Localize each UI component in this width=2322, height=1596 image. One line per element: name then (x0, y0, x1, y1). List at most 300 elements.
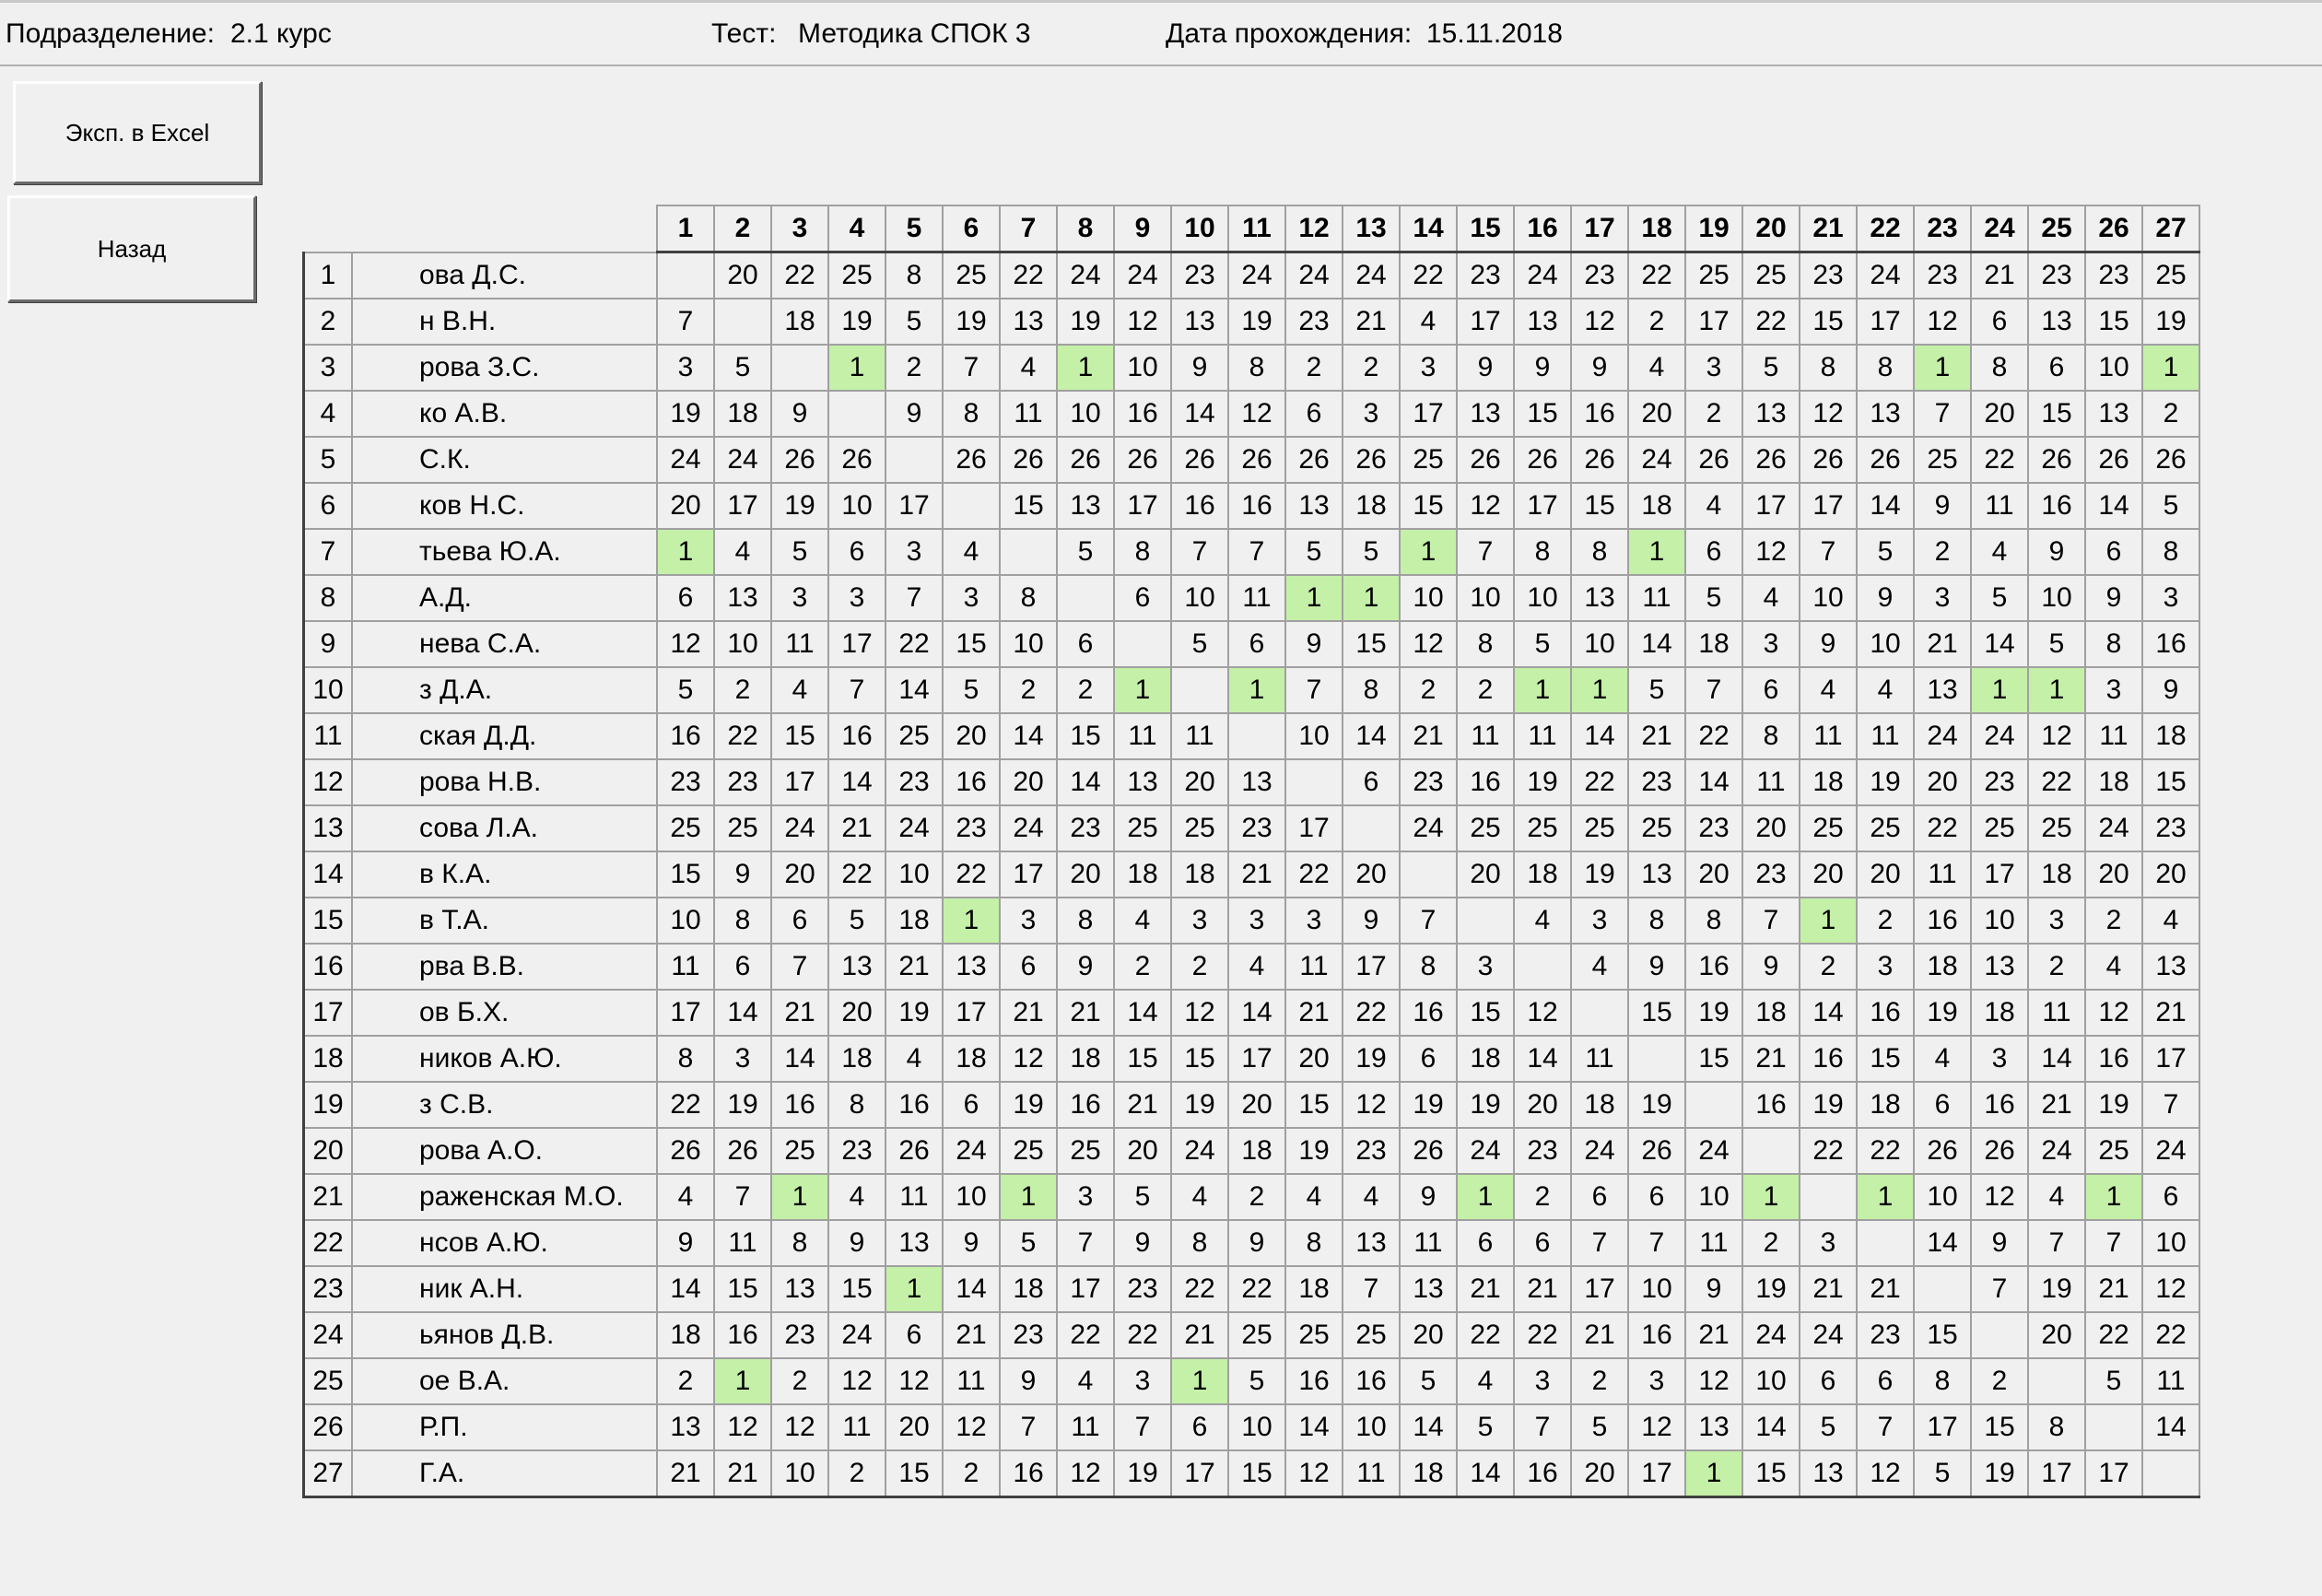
matrix-cell[interactable]: 9 (1285, 621, 1343, 667)
matrix-cell[interactable]: 5 (1971, 575, 2028, 621)
matrix-cell[interactable] (1800, 1174, 1857, 1220)
matrix-cell[interactable]: 25 (1914, 437, 1971, 483)
matrix-cell[interactable]: 24 (1800, 1312, 1857, 1358)
matrix-cell[interactable]: 22 (714, 713, 771, 759)
matrix-cell[interactable]: 23 (1971, 759, 2028, 805)
matrix-cell[interactable]: 12 (1000, 1036, 1057, 1082)
matrix-cell[interactable]: 4 (1285, 1174, 1343, 1220)
matrix-cell[interactable]: 7 (1971, 1266, 2028, 1312)
matrix-cell[interactable]: 1 (657, 529, 714, 575)
matrix-cell[interactable]: 5 (885, 299, 943, 345)
matrix-cell[interactable]: 9 (2028, 529, 2085, 575)
matrix-cell[interactable]: 12 (1457, 483, 1514, 529)
matrix-cell[interactable]: 24 (943, 1128, 1000, 1174)
matrix-cell[interactable]: 24 (1742, 1312, 1800, 1358)
matrix-cell[interactable]: 4 (1685, 483, 1742, 529)
matrix-cell[interactable]: 7 (2085, 1220, 2142, 1266)
matrix-cell[interactable]: 12 (2028, 713, 2085, 759)
matrix-cell[interactable]: 6 (1914, 1082, 1971, 1128)
matrix-cell[interactable]: 9 (2085, 575, 2142, 621)
matrix-cell[interactable]: 15 (828, 1266, 885, 1312)
matrix-cell[interactable]: 14 (1057, 759, 1114, 805)
matrix-cell[interactable]: 5 (1914, 1450, 1971, 1497)
matrix-cell[interactable]: 2 (1343, 345, 1400, 391)
matrix-cell[interactable]: 16 (1343, 1358, 1400, 1404)
matrix-cell[interactable]: 22 (1171, 1266, 1228, 1312)
matrix-cell[interactable]: 24 (2028, 1128, 2085, 1174)
matrix-cell[interactable]: 24 (1057, 252, 1114, 299)
matrix-cell[interactable]: 6 (1228, 621, 1285, 667)
matrix-cell[interactable]: 26 (943, 437, 1000, 483)
matrix-cell[interactable] (2028, 1358, 2085, 1404)
matrix-cell[interactable]: 7 (1457, 529, 1514, 575)
matrix-cell[interactable]: 26 (1628, 1128, 1685, 1174)
matrix-cell[interactable]: 15 (714, 1266, 771, 1312)
matrix-cell[interactable]: 18 (1057, 1036, 1114, 1082)
matrix-cell[interactable]: 20 (1857, 851, 1914, 898)
matrix-cell[interactable]: 3 (1457, 944, 1514, 990)
column-header[interactable]: 17 (1571, 205, 1628, 252)
matrix-cell[interactable]: 9 (1457, 345, 1514, 391)
matrix-cell[interactable]: 8 (2085, 621, 2142, 667)
matrix-cell[interactable]: 14 (1457, 1450, 1514, 1497)
matrix-cell[interactable]: 9 (1400, 1174, 1457, 1220)
matrix-cell[interactable]: 16 (2142, 621, 2199, 667)
matrix-cell[interactable]: 16 (1514, 1450, 1571, 1497)
matrix-cell[interactable]: 21 (1171, 1312, 1228, 1358)
matrix-cell[interactable]: 24 (1514, 252, 1571, 299)
matrix-cell[interactable]: 22 (1057, 1312, 1114, 1358)
matrix-cell[interactable]: 25 (1685, 252, 1742, 299)
matrix-cell[interactable]: 24 (1857, 252, 1914, 299)
matrix-cell[interactable]: 9 (1857, 575, 1914, 621)
matrix-cell[interactable]: 21 (1971, 252, 2028, 299)
matrix-cell[interactable]: 20 (885, 1404, 943, 1450)
matrix-cell[interactable]: 3 (2085, 667, 2142, 713)
column-header[interactable]: 1 (657, 205, 714, 252)
matrix-cell[interactable]: 21 (2085, 1266, 2142, 1312)
matrix-cell[interactable]: 16 (1571, 391, 1628, 437)
table-row[interactable] (304, 990, 2200, 1036)
matrix-cell[interactable]: 6 (1571, 1174, 1628, 1220)
matrix-cell[interactable]: 22 (1914, 805, 1971, 851)
matrix-cell[interactable]: 10 (1114, 345, 1171, 391)
matrix-cell[interactable]: 2 (828, 1450, 885, 1497)
matrix-cell[interactable]: 13 (1685, 1404, 1742, 1450)
matrix-cell[interactable]: 19 (943, 299, 1000, 345)
matrix-cell[interactable]: 15 (2028, 391, 2085, 437)
matrix-cell[interactable]: 13 (2142, 944, 2199, 990)
matrix-cell[interactable]: 8 (1057, 898, 1114, 944)
matrix-cell[interactable]: 12 (1857, 1450, 1914, 1497)
matrix-cell[interactable]: 11 (2085, 713, 2142, 759)
matrix-cell[interactable]: 14 (1000, 713, 1057, 759)
matrix-cell[interactable] (1628, 1036, 1685, 1082)
matrix-cell[interactable]: 23 (1400, 759, 1457, 805)
matrix-cell[interactable]: 2 (1400, 667, 1457, 713)
column-header[interactable]: 27 (2142, 205, 2199, 252)
matrix-cell[interactable]: 5 (1685, 575, 1742, 621)
matrix-cell[interactable]: 15 (1457, 990, 1514, 1036)
matrix-cell[interactable]: 19 (1971, 1450, 2028, 1497)
matrix-cell[interactable]: 20 (1343, 851, 1400, 898)
matrix-cell[interactable]: 2 (1171, 944, 1228, 990)
matrix-cell[interactable]: 23 (2142, 805, 2199, 851)
matrix-cell[interactable]: 12 (1171, 990, 1228, 1036)
matrix-cell[interactable]: 2 (1285, 345, 1343, 391)
matrix-cell[interactable]: 23 (2085, 252, 2142, 299)
matrix-cell[interactable]: 4 (2085, 944, 2142, 990)
matrix-cell[interactable]: 6 (1514, 1220, 1571, 1266)
matrix-cell[interactable] (1914, 1266, 1971, 1312)
matrix-cell[interactable]: 23 (885, 759, 943, 805)
matrix-cell[interactable]: 21 (1742, 1036, 1800, 1082)
matrix-cell[interactable]: 23 (1114, 1266, 1171, 1312)
matrix-cell[interactable]: 9 (1114, 1220, 1171, 1266)
matrix-cell[interactable]: 10 (2028, 575, 2085, 621)
matrix-cell[interactable]: 19 (1685, 990, 1742, 1036)
matrix-cell[interactable]: 11 (1057, 1404, 1114, 1450)
matrix-cell[interactable]: 13 (943, 944, 1000, 990)
matrix-cell[interactable]: 4 (1628, 345, 1685, 391)
matrix-cell[interactable]: 22 (2142, 1312, 2199, 1358)
matrix-cell[interactable]: 25 (2028, 805, 2085, 851)
matrix-cell[interactable]: 17 (1571, 1266, 1628, 1312)
matrix-cell[interactable]: 1 (714, 1358, 771, 1404)
matrix-cell[interactable]: 17 (1057, 1266, 1114, 1312)
matrix-cell[interactable]: 1 (1228, 667, 1285, 713)
matrix-cell[interactable]: 18 (2142, 713, 2199, 759)
matrix-cell[interactable]: 12 (1114, 299, 1171, 345)
matrix-cell[interactable]: 19 (714, 1082, 771, 1128)
matrix-cell[interactable]: 10 (1571, 621, 1628, 667)
matrix-cell[interactable]: 25 (1343, 1312, 1400, 1358)
matrix-cell[interactable]: 11 (714, 1220, 771, 1266)
matrix-cell[interactable]: 19 (1742, 1266, 1800, 1312)
matrix-cell[interactable]: 1 (1457, 1174, 1514, 1220)
table-row[interactable] (304, 1450, 2200, 1497)
matrix-cell[interactable]: 14 (1914, 1220, 1971, 1266)
matrix-cell[interactable]: 11 (885, 1174, 943, 1220)
table-row[interactable] (304, 483, 2200, 529)
matrix-cell[interactable]: 17 (885, 483, 943, 529)
matrix-cell[interactable]: 25 (1057, 1128, 1114, 1174)
matrix-cell[interactable]: 5 (1114, 1174, 1171, 1220)
matrix-cell[interactable]: 5 (2028, 621, 2085, 667)
matrix-cell[interactable]: 16 (1228, 483, 1285, 529)
matrix-cell[interactable]: 14 (1343, 713, 1400, 759)
matrix-cell[interactable]: 12 (1285, 1450, 1343, 1497)
matrix-cell[interactable]: 3 (1057, 1174, 1114, 1220)
matrix-cell[interactable]: 14 (1857, 483, 1914, 529)
matrix-cell[interactable]: 25 (1171, 805, 1228, 851)
matrix-cell[interactable]: 11 (1171, 713, 1228, 759)
matrix-cell[interactable]: 24 (1114, 252, 1171, 299)
matrix-cell[interactable]: 4 (943, 529, 1000, 575)
matrix-cell[interactable]: 5 (828, 898, 885, 944)
matrix-cell[interactable]: 21 (1343, 299, 1400, 345)
matrix-cell[interactable]: 26 (1400, 1128, 1457, 1174)
matrix-cell[interactable]: 24 (1628, 437, 1685, 483)
matrix-cell[interactable]: 24 (714, 437, 771, 483)
matrix-cell[interactable]: 9 (1514, 345, 1571, 391)
matrix-cell[interactable]: 26 (2085, 437, 2142, 483)
matrix-cell[interactable]: 4 (1571, 944, 1628, 990)
matrix-cell[interactable]: 6 (1742, 667, 1800, 713)
matrix-cell[interactable]: 14 (657, 1266, 714, 1312)
matrix-cell[interactable]: 19 (2142, 299, 2199, 345)
matrix-cell[interactable]: 18 (1000, 1266, 1057, 1312)
matrix-cell[interactable]: 1 (1857, 1174, 1914, 1220)
matrix-cell[interactable]: 8 (1742, 713, 1800, 759)
table-row[interactable] (304, 299, 2200, 345)
matrix-cell[interactable]: 1 (1628, 529, 1685, 575)
matrix-cell[interactable]: 23 (1514, 1128, 1571, 1174)
matrix-cell[interactable]: 8 (1685, 898, 1742, 944)
matrix-cell[interactable]: 11 (943, 1358, 1000, 1404)
matrix-cell[interactable]: 6 (1000, 944, 1057, 990)
matrix-cell[interactable]: 13 (1114, 759, 1171, 805)
matrix-cell[interactable]: 20 (828, 990, 885, 1036)
matrix-cell[interactable]: 4 (2028, 1174, 2085, 1220)
matrix-cell[interactable]: 17 (1400, 391, 1457, 437)
matrix-cell[interactable]: 16 (1114, 391, 1171, 437)
matrix-cell[interactable]: 17 (657, 990, 714, 1036)
matrix-cell[interactable]: 23 (1800, 252, 1857, 299)
matrix-cell[interactable]: 9 (828, 1220, 885, 1266)
matrix-cell[interactable]: 11 (828, 1404, 885, 1450)
matrix-cell[interactable]: 15 (1228, 1450, 1285, 1497)
matrix-cell[interactable]: 8 (1914, 1358, 1971, 1404)
matrix-cell[interactable]: 1 (1742, 1174, 1800, 1220)
matrix-cell[interactable]: 10 (828, 483, 885, 529)
matrix-cell[interactable]: 5 (657, 667, 714, 713)
matrix-cell[interactable]: 7 (1343, 1266, 1400, 1312)
matrix-cell[interactable]: 26 (1800, 437, 1857, 483)
matrix-cell[interactable]: 22 (1114, 1312, 1171, 1358)
matrix-cell[interactable]: 19 (1514, 759, 1571, 805)
matrix-cell[interactable]: 3 (943, 575, 1000, 621)
matrix-cell[interactable]: 20 (2142, 851, 2199, 898)
matrix-cell[interactable]: 8 (1400, 944, 1457, 990)
matrix-cell[interactable] (1114, 621, 1171, 667)
matrix-cell[interactable]: 17 (1971, 851, 2028, 898)
matrix-cell[interactable]: 26 (1343, 437, 1400, 483)
matrix-cell[interactable]: 6 (1857, 1358, 1914, 1404)
matrix-cell[interactable]: 2 (1857, 898, 1914, 944)
matrix-cell[interactable]: 24 (1285, 252, 1343, 299)
matrix-cell[interactable]: 21 (828, 805, 885, 851)
matrix-cell[interactable]: 2 (1457, 667, 1514, 713)
matrix-cell[interactable]: 20 (657, 483, 714, 529)
matrix-cell[interactable]: 25 (1857, 805, 1914, 851)
matrix-cell[interactable]: 12 (1057, 1450, 1114, 1497)
matrix-cell[interactable] (1057, 575, 1114, 621)
matrix-cell[interactable]: 19 (2028, 1266, 2085, 1312)
table-row[interactable] (304, 898, 2200, 944)
matrix-cell[interactable] (943, 483, 1000, 529)
column-header[interactable]: 5 (885, 205, 943, 252)
matrix-cell[interactable]: 7 (1571, 1220, 1628, 1266)
column-header[interactable]: 24 (1971, 205, 2028, 252)
matrix-cell[interactable]: 3 (1571, 898, 1628, 944)
matrix-cell[interactable]: 3 (1971, 1036, 2028, 1082)
matrix-cell[interactable]: 20 (1228, 1082, 1285, 1128)
matrix-cell[interactable]: 15 (943, 621, 1000, 667)
matrix-cell[interactable]: 7 (1171, 529, 1228, 575)
matrix-cell[interactable]: 5 (1571, 1404, 1628, 1450)
column-header[interactable]: 13 (1343, 205, 1400, 252)
matrix-cell[interactable]: 9 (2142, 667, 2199, 713)
table-row[interactable] (304, 713, 2200, 759)
matrix-cell[interactable]: 7 (1400, 898, 1457, 944)
matrix-cell[interactable]: 7 (1628, 1220, 1685, 1266)
matrix-cell[interactable]: 7 (2028, 1220, 2085, 1266)
matrix-cell[interactable]: 18 (1457, 1036, 1514, 1082)
matrix-cell[interactable]: 18 (771, 299, 828, 345)
matrix-cell[interactable]: 5 (1343, 529, 1400, 575)
matrix-cell[interactable]: 21 (657, 1450, 714, 1497)
matrix-cell[interactable]: 7 (885, 575, 943, 621)
column-header[interactable]: 22 (1857, 205, 1914, 252)
matrix-cell[interactable]: 14 (1285, 1404, 1343, 1450)
matrix-cell[interactable]: 25 (771, 1128, 828, 1174)
matrix-cell[interactable]: 9 (1971, 1220, 2028, 1266)
matrix-cell[interactable]: 20 (1914, 759, 1971, 805)
matrix-cell[interactable]: 2 (1571, 1358, 1628, 1404)
matrix-cell[interactable]: 3 (1628, 1358, 1685, 1404)
matrix-cell[interactable]: 15 (1857, 1036, 1914, 1082)
matrix-cell[interactable]: 20 (1571, 1450, 1628, 1497)
matrix-cell[interactable]: 9 (657, 1220, 714, 1266)
matrix-cell[interactable]: 26 (657, 1128, 714, 1174)
matrix-cell[interactable]: 23 (1000, 1312, 1057, 1358)
matrix-cell[interactable]: 4 (1857, 667, 1914, 713)
matrix-cell[interactable]: 25 (1514, 805, 1571, 851)
matrix-cell[interactable]: 17 (828, 621, 885, 667)
matrix-cell[interactable]: 19 (1914, 990, 1971, 1036)
matrix-cell[interactable]: 12 (1514, 990, 1571, 1036)
matrix-cell[interactable]: 11 (1857, 713, 1914, 759)
matrix-cell[interactable]: 5 (1057, 529, 1114, 575)
matrix-cell[interactable]: 15 (1400, 483, 1457, 529)
matrix-cell[interactable]: 1 (1057, 345, 1114, 391)
matrix-cell[interactable]: 11 (1514, 713, 1571, 759)
column-header[interactable]: 9 (1114, 205, 1171, 252)
matrix-cell[interactable]: 2 (771, 1358, 828, 1404)
matrix-cell[interactable]: 1 (828, 345, 885, 391)
matrix-cell[interactable]: 24 (1000, 805, 1057, 851)
matrix-cell[interactable]: 16 (1857, 990, 1914, 1036)
matrix-cell[interactable]: 3 (771, 575, 828, 621)
table-row[interactable] (304, 667, 2200, 713)
matrix-cell[interactable]: 25 (1228, 1312, 1285, 1358)
matrix-cell[interactable]: 12 (1571, 299, 1628, 345)
matrix-cell[interactable]: 9 (714, 851, 771, 898)
matrix-cell[interactable]: 13 (1571, 575, 1628, 621)
matrix-cell[interactable]: 11 (1914, 851, 1971, 898)
matrix-cell[interactable]: 7 (1057, 1220, 1114, 1266)
matrix-cell[interactable]: 17 (1171, 1450, 1228, 1497)
matrix-cell[interactable]: 8 (1285, 1220, 1343, 1266)
matrix-cell[interactable] (1457, 898, 1514, 944)
matrix-cell[interactable]: 7 (771, 944, 828, 990)
matrix-cell[interactable]: 19 (771, 483, 828, 529)
matrix-cell[interactable]: 22 (1285, 851, 1343, 898)
table-row[interactable] (304, 1036, 2200, 1082)
matrix-cell[interactable]: 22 (1685, 713, 1742, 759)
matrix-cell[interactable]: 4 (1800, 667, 1857, 713)
matrix-cell[interactable]: 6 (2142, 1174, 2199, 1220)
matrix-cell[interactable]: 2 (885, 345, 943, 391)
matrix-cell[interactable]: 20 (1000, 759, 1057, 805)
matrix-cell[interactable]: 20 (1171, 759, 1228, 805)
matrix-cell[interactable]: 16 (657, 713, 714, 759)
matrix-cell[interactable]: 10 (1514, 575, 1571, 621)
matrix-cell[interactable]: 9 (885, 391, 943, 437)
matrix-cell[interactable]: 10 (885, 851, 943, 898)
matrix-cell[interactable]: 25 (1457, 805, 1514, 851)
matrix-cell[interactable]: 12 (885, 1358, 943, 1404)
matrix-cell[interactable]: 16 (2085, 1036, 2142, 1082)
matrix-cell[interactable]: 3 (1514, 1358, 1571, 1404)
matrix-cell[interactable]: 1 (2028, 667, 2085, 713)
matrix-cell[interactable] (885, 437, 943, 483)
column-header[interactable]: 11 (1228, 205, 1285, 252)
matrix-cell[interactable]: 2 (1742, 1220, 1800, 1266)
matrix-cell[interactable]: 23 (1171, 252, 1228, 299)
matrix-cell[interactable]: 2 (1685, 391, 1742, 437)
matrix-cell[interactable]: 11 (1400, 1220, 1457, 1266)
matrix-cell[interactable]: 25 (1971, 805, 2028, 851)
matrix-cell[interactable]: 23 (1628, 759, 1685, 805)
matrix-cell[interactable]: 26 (1914, 1128, 1971, 1174)
matrix-cell[interactable]: 23 (1057, 805, 1114, 851)
table-row[interactable] (304, 1082, 2200, 1128)
matrix-cell[interactable]: 6 (1057, 621, 1114, 667)
matrix-cell[interactable]: 16 (1400, 990, 1457, 1036)
matrix-cell[interactable]: 2 (2028, 944, 2085, 990)
matrix-cell[interactable]: 8 (2028, 1404, 2085, 1450)
matrix-cell[interactable]: 26 (1171, 437, 1228, 483)
matrix-cell[interactable]: 12 (2142, 1266, 2199, 1312)
matrix-cell[interactable]: 6 (1285, 391, 1343, 437)
matrix-cell[interactable]: 15 (657, 851, 714, 898)
matrix-cell[interactable]: 6 (1457, 1220, 1514, 1266)
matrix-cell[interactable]: 1 (1000, 1174, 1057, 1220)
matrix-cell[interactable]: 24 (1914, 713, 1971, 759)
matrix-cell[interactable]: 6 (1400, 1036, 1457, 1082)
matrix-cell[interactable]: 13 (1000, 299, 1057, 345)
matrix-cell[interactable]: 16 (2028, 483, 2085, 529)
matrix-cell[interactable]: 17 (1114, 483, 1171, 529)
matrix-cell[interactable]: 11 (1685, 1220, 1742, 1266)
matrix-cell[interactable]: 21 (1914, 621, 1971, 667)
matrix-cell[interactable]: 2 (1914, 529, 1971, 575)
matrix-cell[interactable]: 3 (885, 529, 943, 575)
matrix-cell[interactable]: 17 (2028, 1450, 2085, 1497)
matrix-cell[interactable]: 4 (1514, 898, 1571, 944)
column-header[interactable]: 8 (1057, 205, 1114, 252)
matrix-cell[interactable]: 2 (714, 667, 771, 713)
matrix-cell[interactable]: 4 (885, 1036, 943, 1082)
matrix-cell[interactable]: 13 (1514, 299, 1571, 345)
matrix-cell[interactable]: 21 (1628, 713, 1685, 759)
matrix-cell[interactable]: 4 (1114, 898, 1171, 944)
matrix-cell[interactable]: 9 (1800, 621, 1857, 667)
matrix-cell[interactable]: 17 (1685, 299, 1742, 345)
matrix-cell[interactable] (714, 299, 771, 345)
